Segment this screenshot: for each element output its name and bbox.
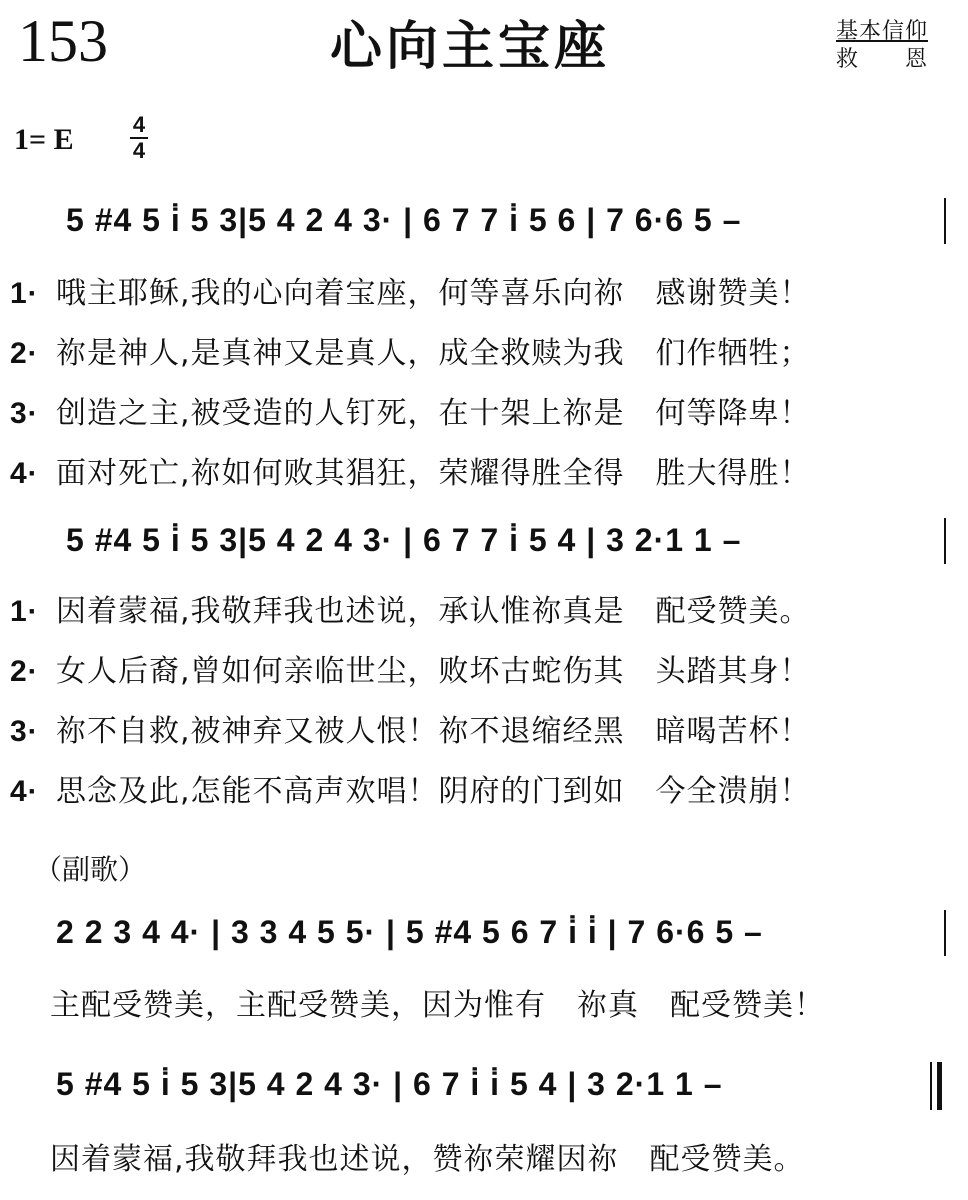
chorus-lyric-1: 主配受赞美，主配受赞美，因为惟有 祢真 配受赞美！ (50, 988, 825, 1023)
hymn-number: 153 (18, 8, 108, 74)
final-thin-barline (930, 1062, 932, 1110)
verse-2-line-2 (10, 646, 811, 690)
end-barline-1 (944, 198, 946, 244)
chorus-lyric-2: 因着蒙福,我敬拜我也述说，赞祢荣耀因祢 配受赞美。 (50, 1142, 805, 1177)
time-signature-bottom: 4 (132, 138, 146, 163)
lyric-text: 因着蒙福,我敬拜我也述说，承认惟祢真是 配受赞美。 (56, 594, 811, 629)
key-signature: 1= E (14, 123, 74, 156)
notation-line-2: 5 #4 5 i̇ 5 3|5 4 2 4 3· | 6 7 7 i̇ 5 4 | 3 2·1 1 – (66, 522, 742, 558)
verse-4-line-2 (10, 766, 811, 810)
chorus-end-barline-1 (944, 910, 946, 956)
verse-number: 2· (10, 337, 39, 370)
verse-number: 3· (10, 715, 39, 748)
chorus-notation-1: 2 2 3 4 4· | 3 3 4 5 5· | 5 #4 5 6 7 i̇ i̇ | 7 6·6 5 – (56, 914, 763, 950)
chorus-label: （副歌） (34, 853, 147, 886)
hymn-subcategory: 救 恩 (836, 47, 929, 72)
lyric-text: 思念及此,怎能不高声欢唱！阴府的门到如 今全溃崩！ (56, 774, 811, 809)
verse-number: 1· (10, 595, 39, 628)
lyric-text: 女人后裔,曾如何亲临世尘，败坏古蛇伤其 头踏其身！ (56, 654, 811, 689)
lyric-text: 创造之主,被受造的人钉死，在十架上祢是 何等降卑！ (56, 396, 811, 431)
lyric-text: 祢不自救,被神弃又被人恨！祢不退缩经黑 暗喝苦杯！ (56, 714, 811, 749)
verse-number: 4· (10, 775, 39, 808)
verse-3-line-1 (10, 388, 811, 432)
verse-4-line-1 (10, 448, 811, 492)
lyric-text: 哦主耶稣,我的心向着宝座，何等喜乐向祢 感谢赞美！ (56, 276, 811, 311)
chorus-notation-2: 5 #4 5 i̇ 5 3|5 4 2 4 3· | 6 7 i̇ i̇ 5 4 | 3 2·1 1 – (56, 1066, 723, 1102)
hymn-title: 心向主宝座 (330, 17, 611, 77)
lyric-text: 面对死亡,祢如何败其猖狂，荣耀得胜全得 胜大得胜！ (56, 456, 811, 491)
final-thick-barline (937, 1062, 942, 1110)
verse-3-line-2 (10, 706, 811, 750)
verse-number: 3· (10, 397, 39, 430)
lyric-text: 祢是神人,是真神又是真人，成全救赎为我 们作牺牲； (56, 336, 811, 371)
verse-number: 1· (10, 277, 39, 310)
verse-2-line-1 (10, 328, 811, 372)
verse-number: 4· (10, 457, 39, 490)
time-signature (130, 114, 148, 162)
end-barline-2 (944, 518, 946, 564)
verse-1-line-2 (10, 586, 811, 630)
verse-number: 2· (10, 655, 39, 688)
hymn-category: 基本信仰 (836, 19, 929, 44)
verse-1-line-1 (10, 268, 811, 312)
notation-line-1: 5 #4 5 i̇ 5 3|5 4 2 4 3· | 6 7 7 i̇ 5 6 | 7 6·6 5 – (66, 202, 742, 238)
time-signature-top: 4 (132, 112, 146, 137)
